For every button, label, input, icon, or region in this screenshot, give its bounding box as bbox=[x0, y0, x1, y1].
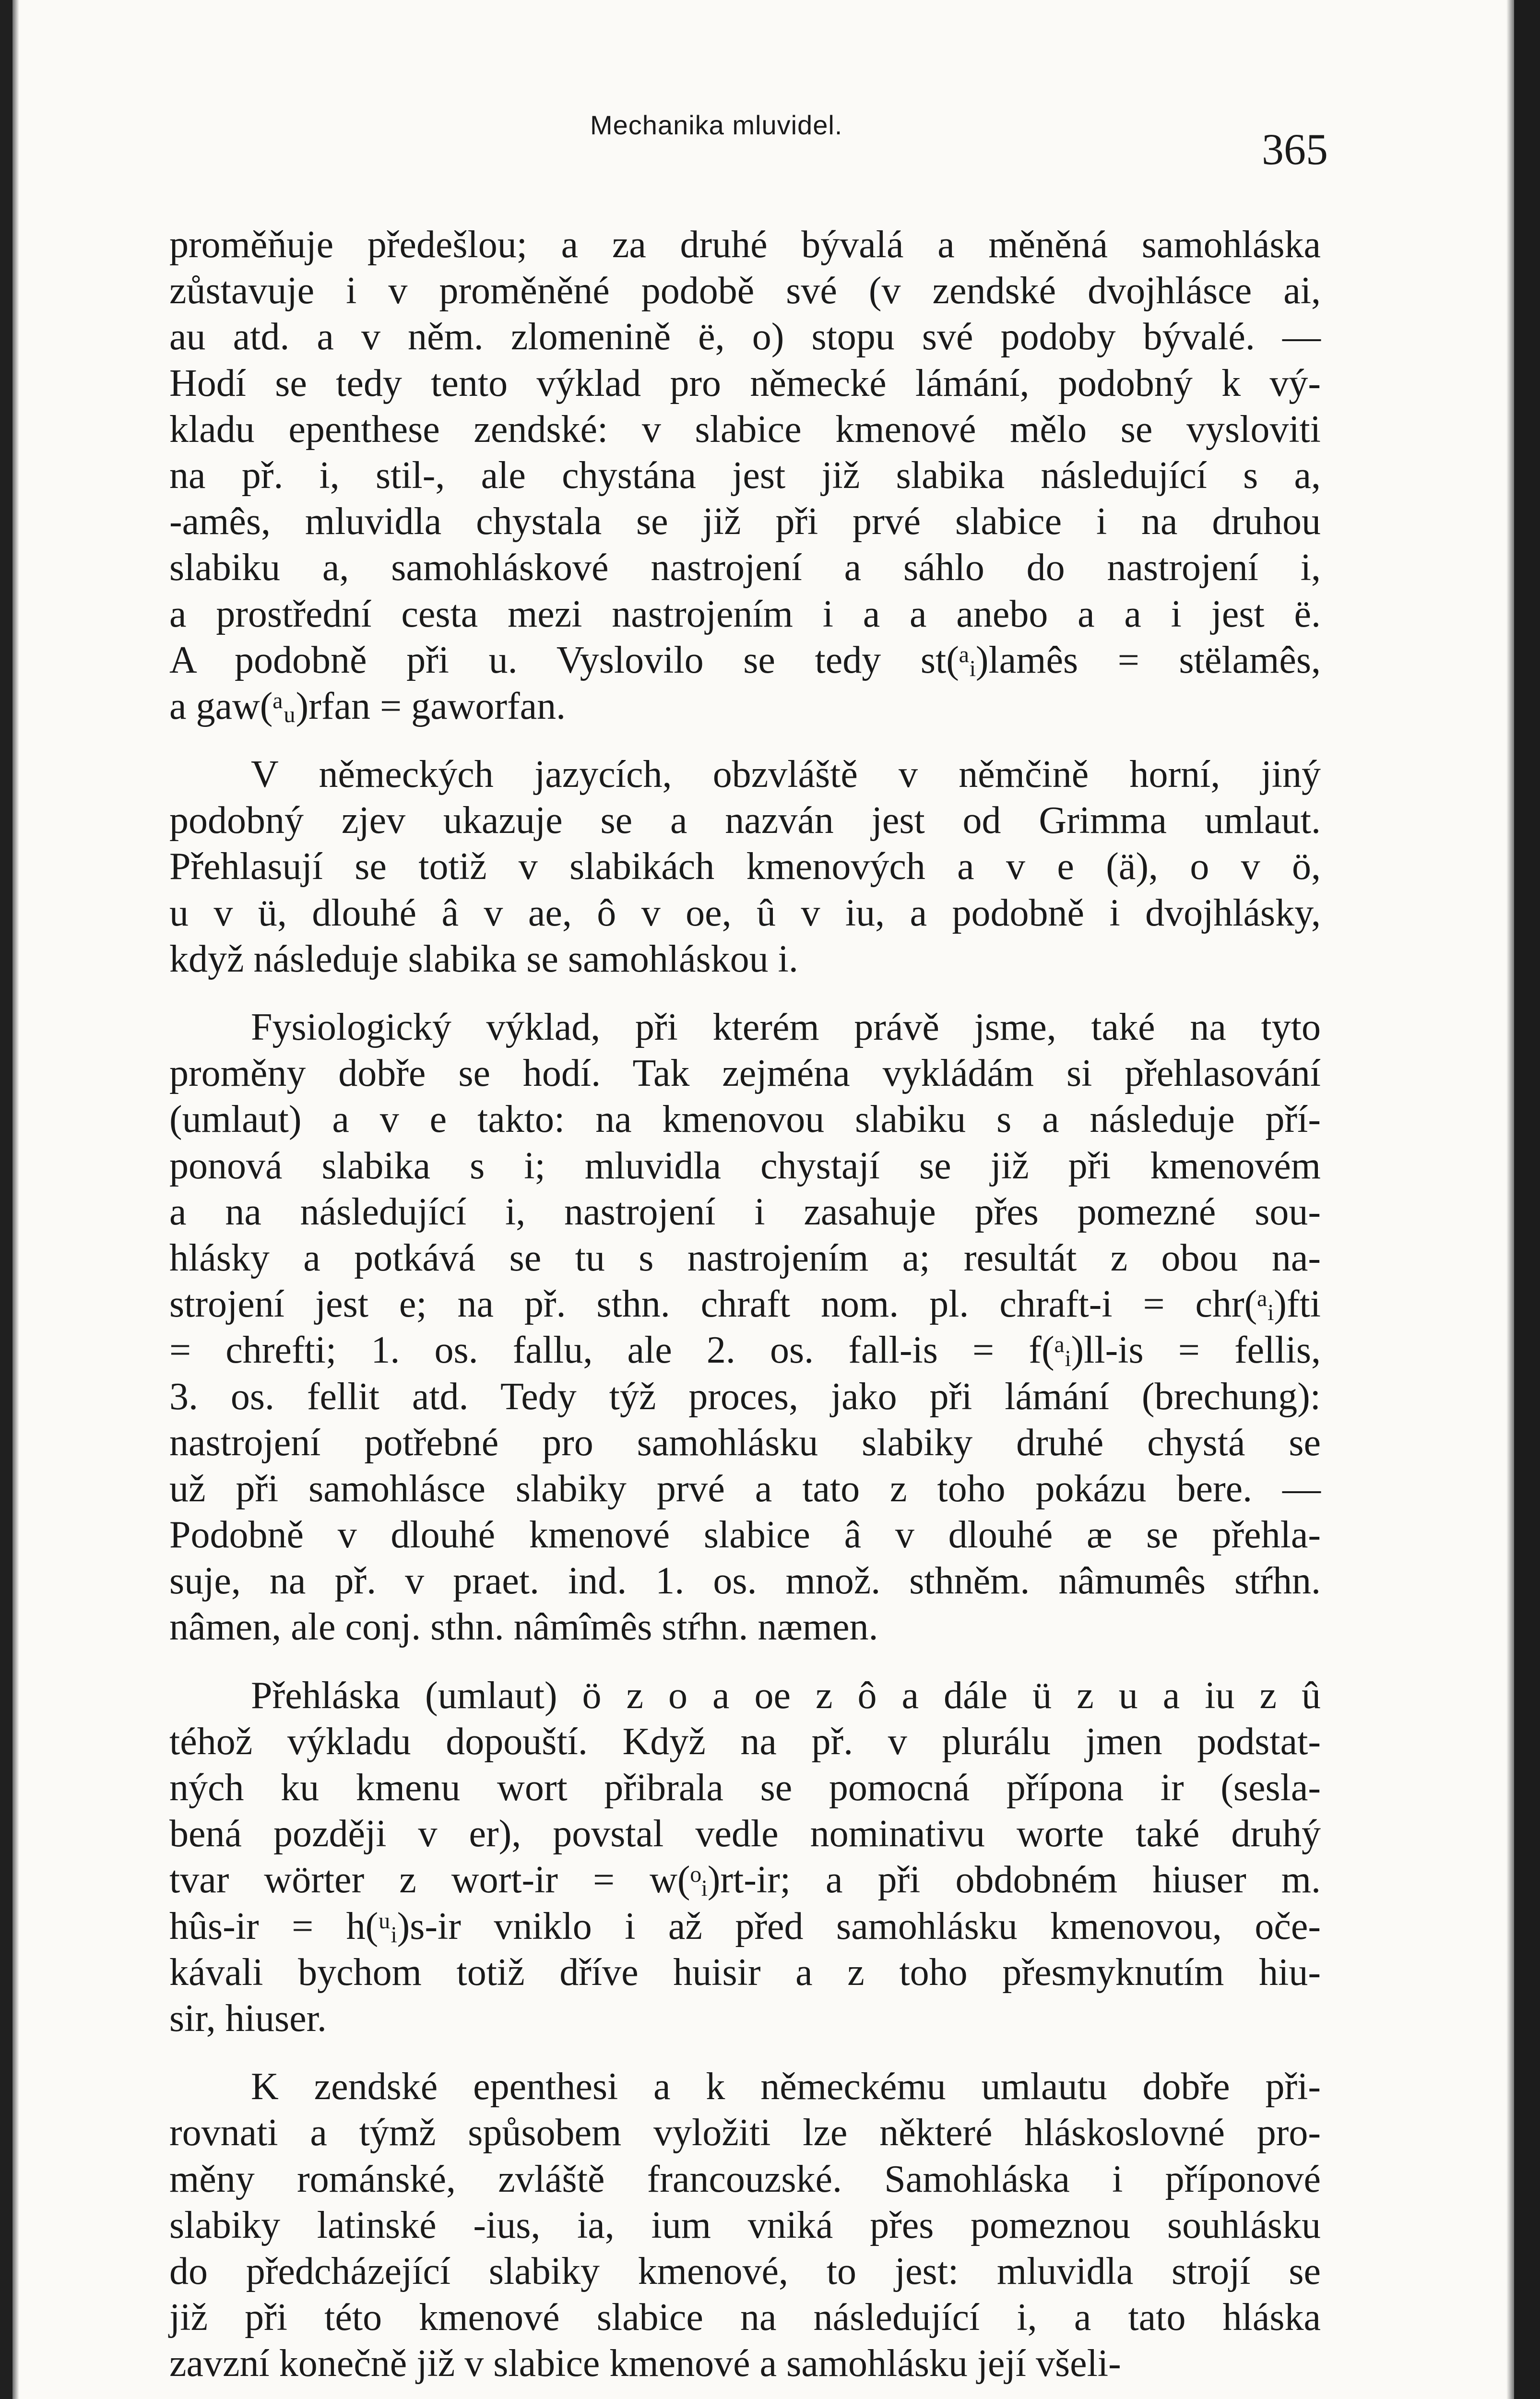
text-line: tvar wörter z wort-ir = w(ᵒᵢ)rt-ir; a při obdobném hiuser m. bbox=[169, 1859, 1321, 1901]
scan-edge-left-shadow bbox=[12, 0, 19, 2399]
text-line: sir, hiuser. bbox=[169, 1997, 327, 2040]
text-line: zůstavuje i v proměněné podobě své (v zendské dvojhlásce ai, bbox=[169, 270, 1321, 312]
text-line: A podobně při u. Vyslovilo se tedy st(ᵃᵢ)lamês = stëlamês, bbox=[169, 639, 1321, 681]
text-line: nâmen, ale conj. sthn. nâmîmês stŕhn. næmen. bbox=[169, 1606, 878, 1649]
text-line: a gaw(ᵃᵤ)rfan = gaworfan. bbox=[169, 685, 566, 727]
text-line: zavzní konečně již v slabice kmenové a samohlásku její všeli- bbox=[169, 2342, 1121, 2385]
paragraph-gap bbox=[169, 2042, 1321, 2064]
text-line: nastrojení potřebné pro samohlásku slabiky druhé chystá se bbox=[169, 1421, 1321, 1464]
page-number: 365 bbox=[1262, 125, 1328, 174]
text-line: už při samohlásce slabiky prvé a tato z toho pokázu bere. — bbox=[169, 1467, 1321, 1510]
paragraph bbox=[169, 751, 1321, 982]
body-text bbox=[169, 222, 1321, 2387]
paragraph bbox=[169, 1004, 1321, 1651]
text-line: u v ü, dlouhé â v ae, ô v oe, û v iu, a podobně i dvojhlásky, bbox=[169, 891, 1321, 934]
paragraph-gap bbox=[169, 729, 1321, 751]
paragraph-gap bbox=[169, 1651, 1321, 1673]
text-line: V německých jazycích, obzvláště v němčině horní, jiný bbox=[251, 753, 1321, 796]
text-line: (umlaut) a v e takto: na kmenovou slabiku s a následuje pří- bbox=[169, 1098, 1321, 1141]
text-line: do předcházející slabiky kmenové, to jest: mluvidla strojí se bbox=[169, 2250, 1321, 2292]
text-line: Podobně v dlouhé kmenové slabice â v dlouhé æ se přehla- bbox=[169, 1514, 1321, 1556]
text-line: a prostřední cesta mezi nastrojením i a a anebo a a i jest ë. bbox=[169, 593, 1321, 635]
running-head: Mechanika mluvidel. bbox=[590, 110, 843, 140]
text-line: strojení jest e; na př. sthn. chraft nom. pl. chraft-i = chr(ᵃᵢ)fti bbox=[169, 1283, 1321, 1326]
text-line: ponová slabika s i; mluvidla chystají se již při kmenovém bbox=[169, 1144, 1321, 1187]
text-line: K zendské epenthesi a k německému umlautu dobře při- bbox=[251, 2066, 1321, 2108]
text-line: rovnati a týmž spůsobem vyložiti lze některé hláskoslovné pro- bbox=[169, 2112, 1321, 2154]
text-line: bená později v er), povstal vedle nominativu worte také druhý bbox=[169, 1813, 1321, 1855]
text-line: Přehlasují se totiž v slabikách kmenových a v e (ä), o v ö, bbox=[169, 845, 1321, 888]
scan-edge-right-shadow bbox=[1506, 0, 1514, 2399]
text-line: suje, na př. v praet. ind. 1. os. množ. sthněm. nâmumês stŕhn. bbox=[169, 1560, 1321, 1603]
text-line: = chrefti; 1. os. fallu, ale 2. os. fall-is = f(ᵃᵢ)ll-is = fellis, bbox=[169, 1329, 1321, 1372]
paragraph bbox=[169, 222, 1321, 729]
text-line: slabiku a, samohláskové nastrojení a sáhlo do nastrojení i, bbox=[169, 546, 1321, 589]
paragraph bbox=[169, 1673, 1321, 2042]
text-line: a na následující i, nastrojení i zasahuje přes pomezné sou- bbox=[169, 1190, 1321, 1233]
text-line: téhož výkladu dopouští. Když na př. v plurálu jmen podstat- bbox=[169, 1720, 1321, 1763]
scan-edge-left bbox=[0, 0, 12, 2399]
text-line: hlásky a potkává se tu s nastrojením a; resultát z obou na- bbox=[169, 1236, 1321, 1279]
text-line: au atd. a v něm. zlomenině ë, o) stopu své podoby bývalé. — bbox=[169, 316, 1321, 358]
text-line: již při této kmenové slabice na následující i, a tato hláska bbox=[169, 2296, 1321, 2339]
paragraph bbox=[169, 2064, 1321, 2387]
text-line: 3. os. fellit atd. Tedy týž proces, jako při lámání (brechung): bbox=[169, 1375, 1321, 1418]
text-line: podobný zjev ukazuje se a nazván jest od Grimma umlaut. bbox=[169, 799, 1321, 842]
paragraph-gap bbox=[169, 982, 1321, 1004]
scan-edge-right bbox=[1514, 0, 1540, 2399]
text-line: na př. i, stil-, ale chystána jest již slabika následující s a, bbox=[169, 454, 1321, 497]
text-line: hûs-ir = h(ᵘᵢ)s-ir vniklo i až před samohlásku kmenovou, oče- bbox=[169, 1905, 1321, 1948]
text-line: kávali bychom totiž dříve huisir a z toho přesmyknutím hiu- bbox=[169, 1951, 1321, 1994]
text-line: proměny dobře se hodí. Tak zejména vykládám si přehlasování bbox=[169, 1052, 1321, 1095]
text-line: proměňuje předešlou; a za druhé bývalá a měněná samohláska bbox=[169, 224, 1321, 266]
text-line: kladu epenthese zendské: v slabice kmenové mělo se vysloviti bbox=[169, 408, 1321, 451]
text-line: slabiky latinské -ius, ia, ium vniká přes pomeznou souhlásku bbox=[169, 2204, 1321, 2246]
text-line: když následuje slabika se samohláskou i. bbox=[169, 938, 798, 980]
text-line: Hodí se tedy tento výklad pro německé lámání, podobný k vý- bbox=[169, 362, 1321, 404]
text-line: Přehláska (umlaut) ö z o a oe z ô a dále ü z u a iu z û bbox=[251, 1674, 1321, 1717]
text-line: měny románské, zvláště francouzské. Samohláska i příponové bbox=[169, 2158, 1321, 2200]
text-line: -amês, mluvidla chystala se již při prvé slabice i na druhou bbox=[169, 500, 1321, 543]
text-line: ných ku kmenu wort přibrala se pomocná přípona ir (sesla- bbox=[169, 1767, 1321, 1809]
text-line: Fysiologický výklad, při kterém právě jsme, také na tyto bbox=[251, 1006, 1321, 1048]
